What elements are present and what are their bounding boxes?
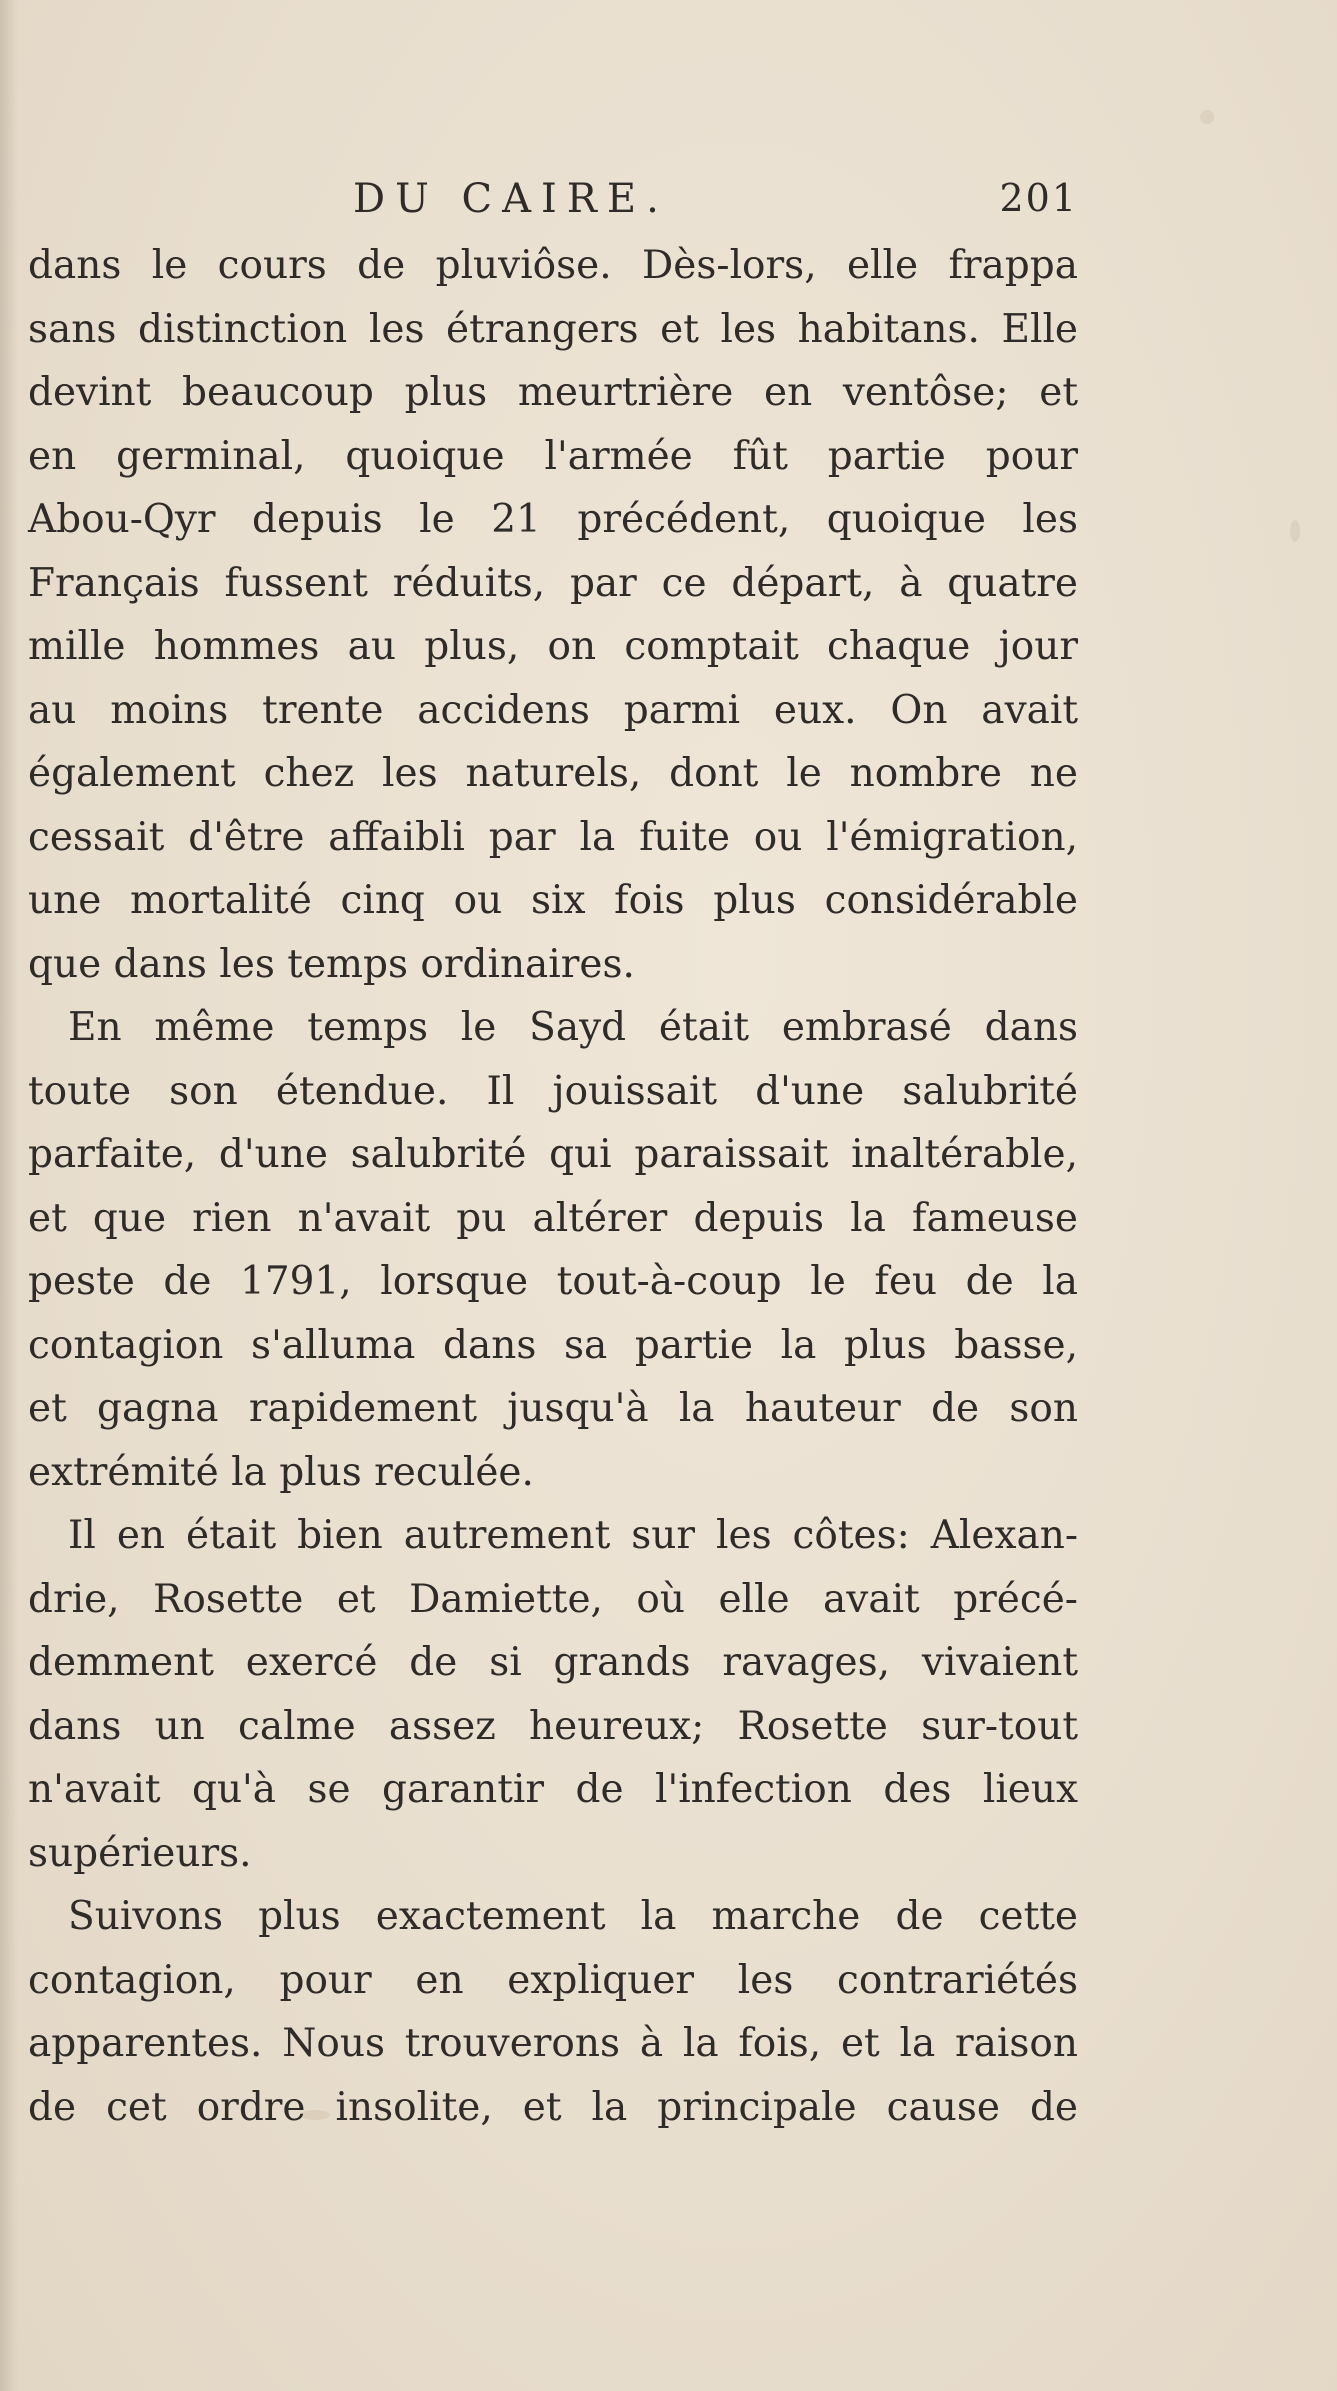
paragraph-3 — [28, 1504, 1078, 1885]
paper-spot — [1200, 110, 1214, 124]
text-line: cessait d'être affaibli par la fuite ou l'émigration, — [28, 814, 1078, 860]
text-line: également chez les naturels, dont le nombre ne — [28, 751, 1078, 796]
text-line: sans distinction les étrangers et les habitans. Elle — [28, 306, 1078, 352]
running-head — [28, 168, 1078, 228]
text-line: parfaite, d'une salubrité qui paraissait inaltérable, — [28, 1132, 1078, 1177]
paragraph-1 — [28, 234, 1078, 996]
text-line: Il en était bien autrement sur les côtes: Alexan- — [68, 1513, 1078, 1558]
text-line: peste de 1791, lorsque tout-à-coup le feu de la — [28, 1259, 1078, 1304]
text-line: dans le cours de pluviôse. Dès-lors, elle frappa — [28, 243, 1078, 288]
paper-spot — [1290, 520, 1300, 542]
text-line: supérieurs. — [28, 1830, 252, 1876]
text-line: dans un calme assez heureux; Rosette sur-tout — [28, 1703, 1078, 1749]
page-number: 201 — [999, 176, 1078, 220]
paragraph-4 — [28, 1885, 1078, 2139]
text-line: mille hommes au plus, on comptait chaque jour — [28, 624, 1078, 669]
text-line: En même temps le Sayd était embrasé dans — [68, 1005, 1078, 1050]
text-line: et gagna rapidement jusqu'à la hauteur de son — [28, 1386, 1078, 1431]
text-line: de cet ordre insolite, et la principale cause de — [28, 2084, 1078, 2130]
text-line: devint beaucoup plus meurtrière en ventôse; et — [28, 370, 1078, 415]
text-line: que dans les temps ordinaires. — [28, 941, 635, 987]
text-line: n'avait qu'à se garantir de l'infection des lieux — [28, 1767, 1078, 1812]
text-line: contagion, pour en expliquer les contrariétés — [28, 1957, 1078, 2003]
text-line: toute son étendue. Il jouissait d'une salubrité — [28, 1068, 1078, 1114]
text-line: Suivons plus exactement la marche de cette — [68, 1894, 1078, 1939]
text-line: drie, Rosette et Damiette, où elle avait précé- — [28, 1576, 1078, 1622]
paragraph-2 — [28, 996, 1078, 1504]
text-line: extrémité la plus reculée. — [28, 1449, 534, 1495]
text-line: au moins trente accidens parmi eux. On avait — [28, 687, 1078, 733]
text-line: demment exercé de si grands ravages, vivaient — [28, 1640, 1078, 1685]
text-block — [28, 168, 1078, 2139]
text-line: apparentes. Nous trouverons à la fois, et la raison — [28, 2021, 1078, 2066]
text-line: en germinal, quoique l'armée fût partie pour — [28, 433, 1078, 479]
text-line: contagion s'alluma dans sa partie la plus basse, — [28, 1322, 1078, 1368]
text-line: Français fussent réduits, par ce départ, à quatre — [28, 560, 1078, 606]
text-line: et que rien n'avait pu altérer depuis la fameuse — [28, 1195, 1078, 1241]
text-line: Abou-Qyr depuis le 21 précédent, quoique les — [28, 497, 1078, 542]
text-line: une mortalité cinq ou six fois plus considérable — [28, 878, 1078, 923]
running-title: DU CAIRE. — [353, 176, 669, 222]
